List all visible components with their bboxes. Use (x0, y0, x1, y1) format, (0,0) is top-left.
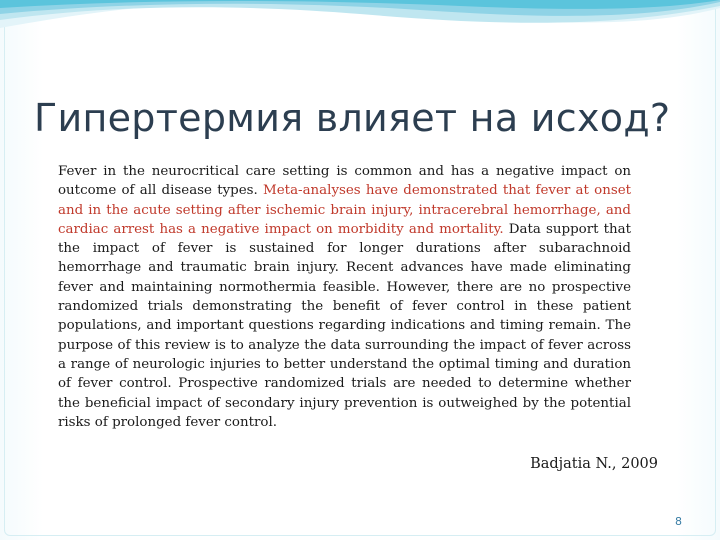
body-text-highlight: Meta-analyses have demonstrated that fever at onset and in the acute setting after ischemic brain injury, intracerebral hemorrhage, and cardiac arrest has a negative impact on morbidity and mortality. (58, 183, 632, 237)
slide-title: Гипертермия влияет на исход? (34, 96, 671, 140)
body-text-part-1: Fever in the neurocritical care setting is common and has a negative impact on outcome of all disease types. (58, 164, 631, 199)
body-text-part-2: Data support that the impact of fever is sustained for longer durations after subarachnoid hemorrhage and traumatic brain injury. Recent advances have made eliminating fever and maintaining normothermia feasible. However, there are no prospective randomized trials demonstrating the benefit of fever control in these patient populations, and important questions regarding indications and timing remain. The purpose of this review is to analyze the data surrounding the impact of fever across a range of neurologic injuries to better understand the optimal timing and duration of fever control. Prospective randomized trials are needed to determine whether the beneficial impact of secondary injury prevention is outweighed by the potential risks of prolonged fever control. (58, 221, 631, 430)
citation-author: Badjatia N., 2009 (530, 456, 658, 472)
page-number: 8 (675, 515, 682, 528)
slide-body-text (58, 162, 631, 432)
header-wave-decoration (0, 0, 720, 70)
